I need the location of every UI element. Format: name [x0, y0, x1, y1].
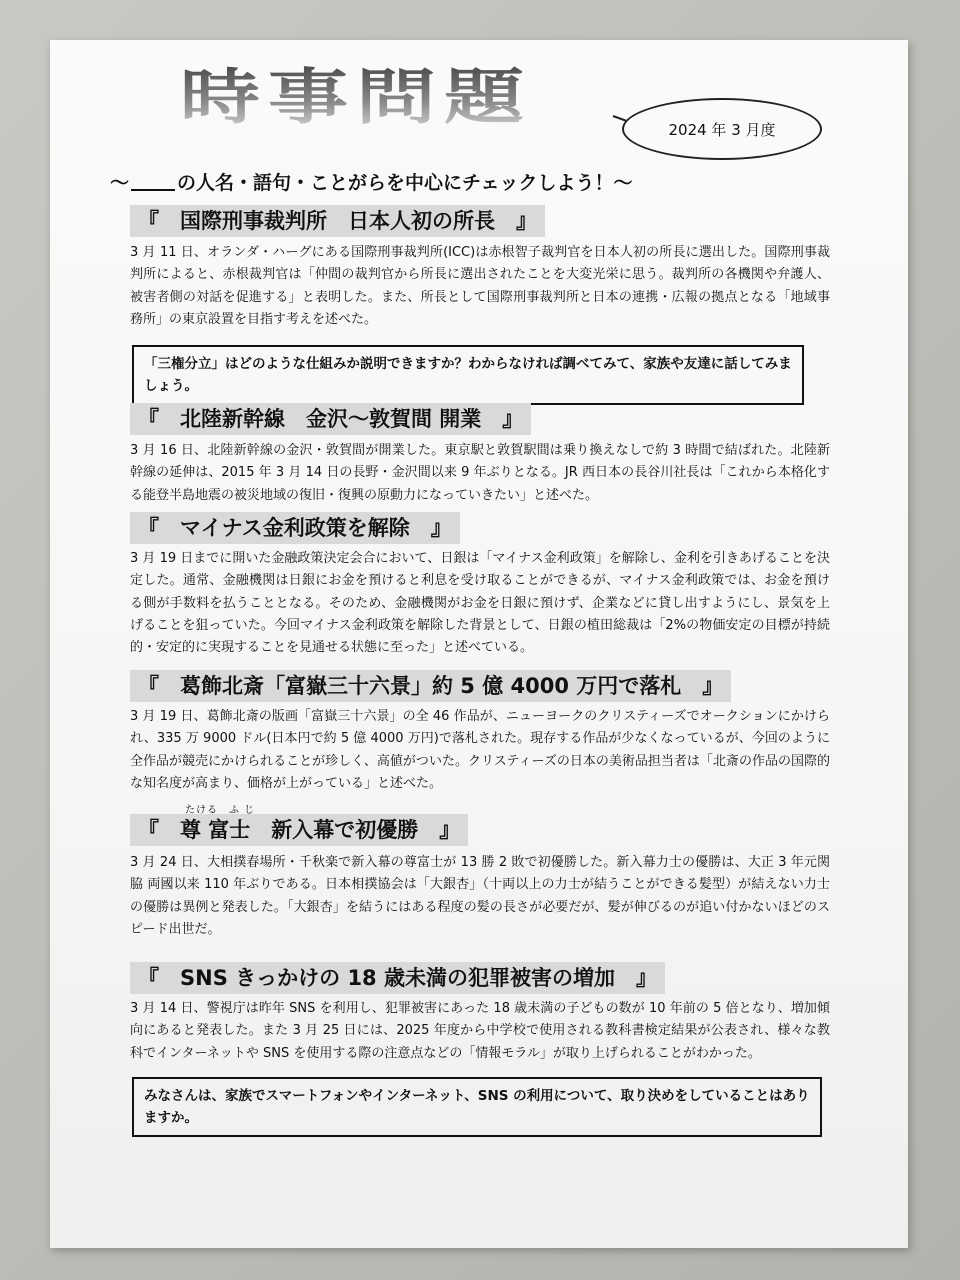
subtitle-prefix: 〜	[110, 172, 130, 194]
note-box-separation-of-powers: 「三権分立」はどのような仕組みか説明できますか？わからなければ調べてみて、家族や友達に話してみましょう。	[132, 345, 804, 405]
date-bubble	[622, 98, 822, 160]
subtitle	[110, 168, 850, 200]
article-hokusai-body: 3 月 19 日、葛飾北斎の版画「富嶽三十六景」の全 46 作品が、ニューヨークのクリスティーズでオークションにかけられ、335 万 9000 ドル(日本円で約 5 億 4000 万円)で落札された。現存する作品が少なくなっているが、今回のように全作品が競売にかけられることが珍しく、高値がついた。クリスティーズの日本の美術品担当者は「北斎の作品の国際的な知名度が高まり、価格が上がっている」と述べた。	[130, 709, 830, 791]
article-hokuriku-body: 3 月 16 日、北陸新幹線の金沢・敦賀間が開業した。東京駅と敦賀駅間は乗り換えなしで約 3 時間で結ばれた。北陸新幹線の延伸は、2015 年 3 月 14 日の長野・金沢間以来 9 年ぶりとなる。JR 西日本の長谷川社長は「これから本格化する能登半島地震の被災地域の復旧・復興の原動力になっていきたい」と述べた。	[130, 443, 830, 503]
article-icc-body: 3 月 11 日、オランダ・ハーグにある国際刑事裁判所(ICC)は赤根智子裁判官を日本人初の所長に選出した。国際刑事裁判所によると、赤根裁判官は「仲間の裁判官から所長に選出されたことを大変光栄に思う。裁判所の各機関や弁護人、被害者側の対話を促進する」と表明した。また、所長として国際刑事裁判所と日本の連携・広報の拠点となる「地域事務所」の東京設置を目指す考えを述べた。	[130, 245, 830, 327]
headline-hokusai: 『 葛飾北斎「富嶽三十六景」約 5 億 4000 万円で落札 』	[130, 670, 731, 702]
date-label: 2024 年 3 月度	[668, 120, 776, 139]
headline-hokuriku-shinkansen: 『 北陸新幹線 金沢〜敦賀間 開業 』	[130, 403, 531, 435]
headline-ruby: たける ふ じ	[185, 805, 256, 816]
headline-icc: 『 国際刑事裁判所 日本人初の所長 』	[130, 205, 545, 237]
blank-underline	[131, 189, 175, 191]
note-box-sns-rules: みなさんは、家族でスマートフォンやインターネット、SNS の利用について、取り決めをしていることはありますか。	[132, 1077, 822, 1137]
subtitle-text: の人名・語句・ことがらを中心にチェックしよう！〜	[177, 172, 633, 194]
headline-takerufuji: 『 尊 富士 新入幕で初優勝 』	[130, 814, 468, 846]
headline-sns-crime: 『 SNS きっかけの 18 歳未満の犯罪被害の増加 』	[130, 962, 665, 994]
page-title: 時事問題	[180, 60, 640, 135]
article-sns-body: 3 月 14 日、警視庁は昨年 SNS を利用し、犯罪被害にあった 18 歳未満の子どもの数が 10 年前の 5 倍となり、増加傾向にあると発表した。また 3 月 25 日には、2025 年度から中学校で使用される教科書検定結果が公表され、様々な教科でインターネットや SNS を使用する際の注意点などの「情報モラル」が取り上げられることがわかった。	[130, 1001, 830, 1061]
article-negative-interest-body: 3 月 19 日までに開いた金融政策決定会合において、日銀は「マイナス金利政策」を解除し、金利を引きあげることを決定した。通常、金融機関は日銀にお金を預けると利息を受け取ることができるが、マイナス金利政策では、お金を預ける側が手数料を払うこととなる。そのため、金融機関がお金を日銀に預けず、企業などに貸し出すようにし、景気を上げることを狙っていた。今回マイナス金利政策を解除した背景として、日銀の植田総裁は「2%の物価安定の目標が持続的・安定的に実現することを見通せる状態に至った」と述べている。	[130, 551, 830, 656]
headline-negative-interest: 『 マイナス金利政策を解除 』	[130, 512, 460, 544]
article-takerufuji-body: 3 月 24 日、大相撲春場所・千秋楽で新入幕の尊富士が 13 勝 2 敗で初優勝した。新入幕力士の優勝は、大正 3 年元関脇 両國以来 110 年ぶりである。日本相撲協会は「大銀杏」（十両以上の力士が結うことができる髪型）が結えない力士の優勝は異例と発表した。「大銀杏」を結うにはある程度の髪の長さが必要だが、髪が伸びるのが追い付かないほどのスピード出世だ。	[130, 855, 830, 937]
